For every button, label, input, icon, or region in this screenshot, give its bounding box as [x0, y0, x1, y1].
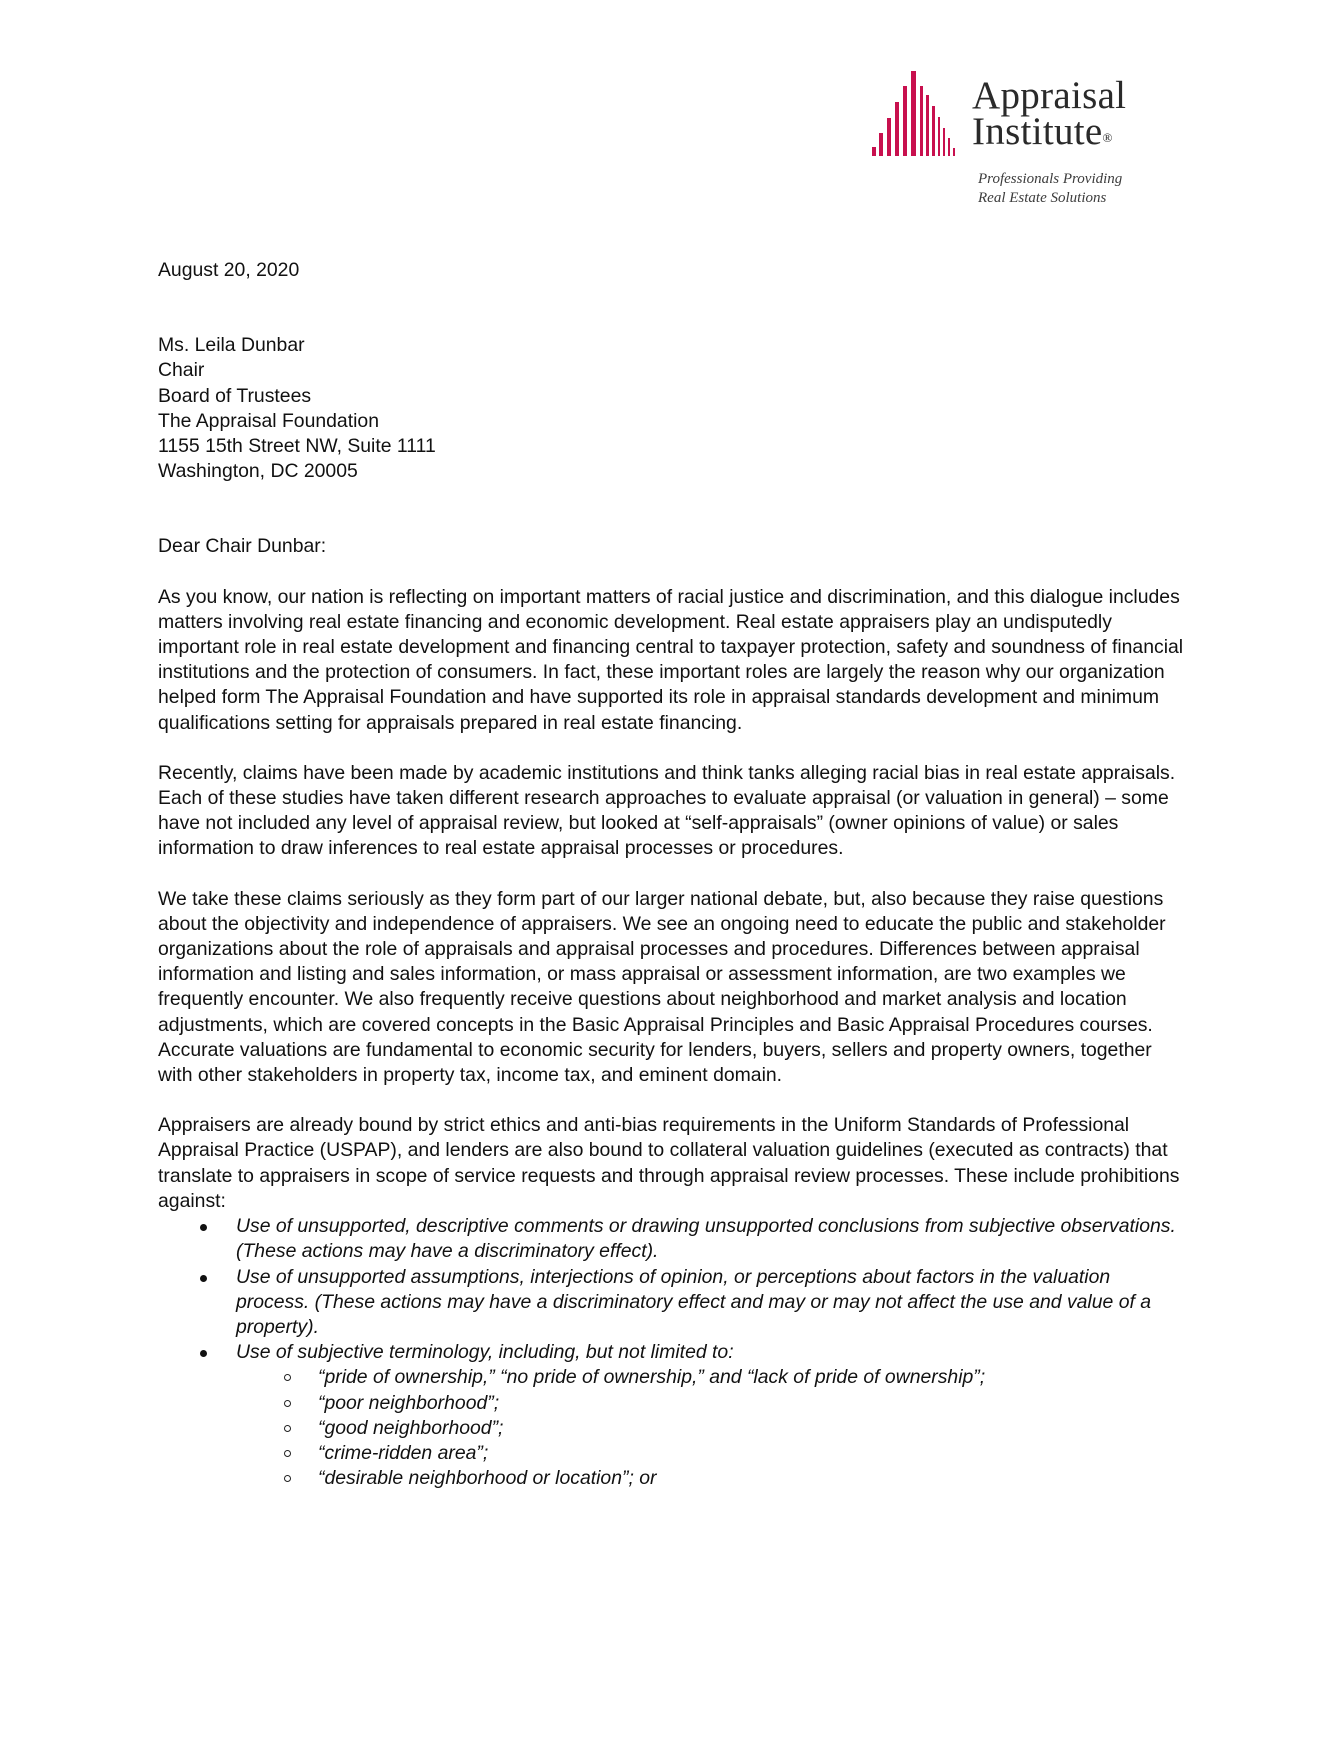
registered-trademark: ® [1102, 130, 1113, 145]
recipient-city: Washington, DC 20005 [158, 460, 358, 483]
hollow-bullet-icon [284, 1425, 291, 1432]
bullet-icon [200, 1224, 207, 1231]
recipient-name: Ms. Leila Dunbar [158, 334, 305, 357]
list-item: “pride of ownership,” “no pride of ownership,” and “lack of pride of ownership”; [236, 1365, 1188, 1390]
list-item: “desirable neighborhood or location”; or [236, 1466, 1188, 1491]
hollow-bullet-icon [284, 1475, 291, 1482]
subjective-terms-list [158, 1365, 1188, 1491]
recipient-address [158, 333, 1188, 484]
bullet-icon [200, 1275, 207, 1282]
paragraph-4: Appraisers are already bound by strict ethics and anti-bias requirements in the Uniform Standards of Professional Appraisal Practice (USPAP), and lenders are also bound to collateral valuation guidelines (executed as contracts) that translate to appraisers in scope of service requests and through appraisal review processes. These include prohibitions against: [158, 1114, 1180, 1212]
list-item: Use of unsupported assumptions, interjections of opinion, or perceptions about factors in the valuation process. (These actions may have a discriminatory effect and may or may not affect the use and value of a property). [158, 1265, 1188, 1341]
hollow-bullet-icon [284, 1450, 291, 1457]
paragraph-1: As you know, our nation is reflecting on important matters of racial justice and discrimination, and this dialogue includes matters involving real estate financing and economic development. Real estate appraisers play an undisputedly important role in real estate development and financing central to taxpayer protection, safety and soundness of financial institutions and the protection of consumers. In fact, these important roles are largely the reason why our organization helped form The Appraisal Foundation and have supported its role in appraisal standards development and minimum qualifications setting for appraisals prepared in real estate financing. [158, 585, 1184, 734]
letterhead-logo [872, 66, 1172, 216]
letter-date: August 20, 2020 [158, 259, 300, 281]
list-item: “crime-ridden area”; [236, 1441, 1188, 1466]
appraisal-institute-bars-icon [872, 66, 962, 156]
recipient-title: Chair [158, 359, 205, 382]
paragraph-3: We take these claims seriously as they form part of our larger national debate, but, also because they raise questions about the objectivity and independence of appraisers. We see an ongoing need to educate the public and stakeholder organizations about the role of appraisals and appraisal processes and procedures. Differences between appraisal information and listing and sales information, or mass appraisal or assessment information, are two examples we frequently encounter. We also frequently receive questions about neighborhood and market analysis and location adjustments, which are covered concepts in the Basic Appraisal Principles and Basic Appraisal Procedures courses. Accurate valuations are fundamental to economic security for lenders, buyers, sellers and property owners, together with other stakeholders in property tax, income tax, and eminent domain. [158, 887, 1166, 1087]
letter-body [158, 258, 1188, 1491]
organization-name [972, 74, 1127, 153]
list-item: “poor neighborhood”; [236, 1391, 1188, 1416]
list-item: Use of unsupported, descriptive comments or drawing unsupported conclusions from subjective observations. (These actions may have a discriminatory effect). [158, 1214, 1188, 1264]
recipient-organization: The Appraisal Foundation [158, 409, 379, 432]
paragraph-2: Recently, claims have been made by academic institutions and think tanks alleging racial bias in real estate appraisals. Each of these studies have taken different research approaches to evaluate appraisal (or valuation in general) – some have not included any level of appraisal review, but looked at “self-appraisals” (owner opinions of value) or sales information to draw inferences to real estate appraisal processes or procedures. [158, 761, 1176, 860]
list-item: “good neighborhood”; [236, 1416, 1188, 1441]
hollow-bullet-icon [284, 1374, 291, 1381]
organization-name-line1: Appraisal [972, 74, 1127, 117]
organization-name-line2: Institute® [972, 110, 1113, 153]
recipient-street: 1155 15th Street NW, Suite 1111 [158, 435, 436, 458]
recipient-body: Board of Trustees [158, 384, 312, 407]
prohibitions-list [158, 1214, 1188, 1365]
hollow-bullet-icon [284, 1400, 291, 1407]
bullet-icon [200, 1350, 207, 1357]
salutation: Dear Chair Dunbar: [158, 535, 327, 558]
list-item: Use of subjective terminology, including, but not limited to: [158, 1340, 1188, 1365]
organization-tagline: Professionals Providing Real Estate Solutions [978, 171, 1123, 206]
